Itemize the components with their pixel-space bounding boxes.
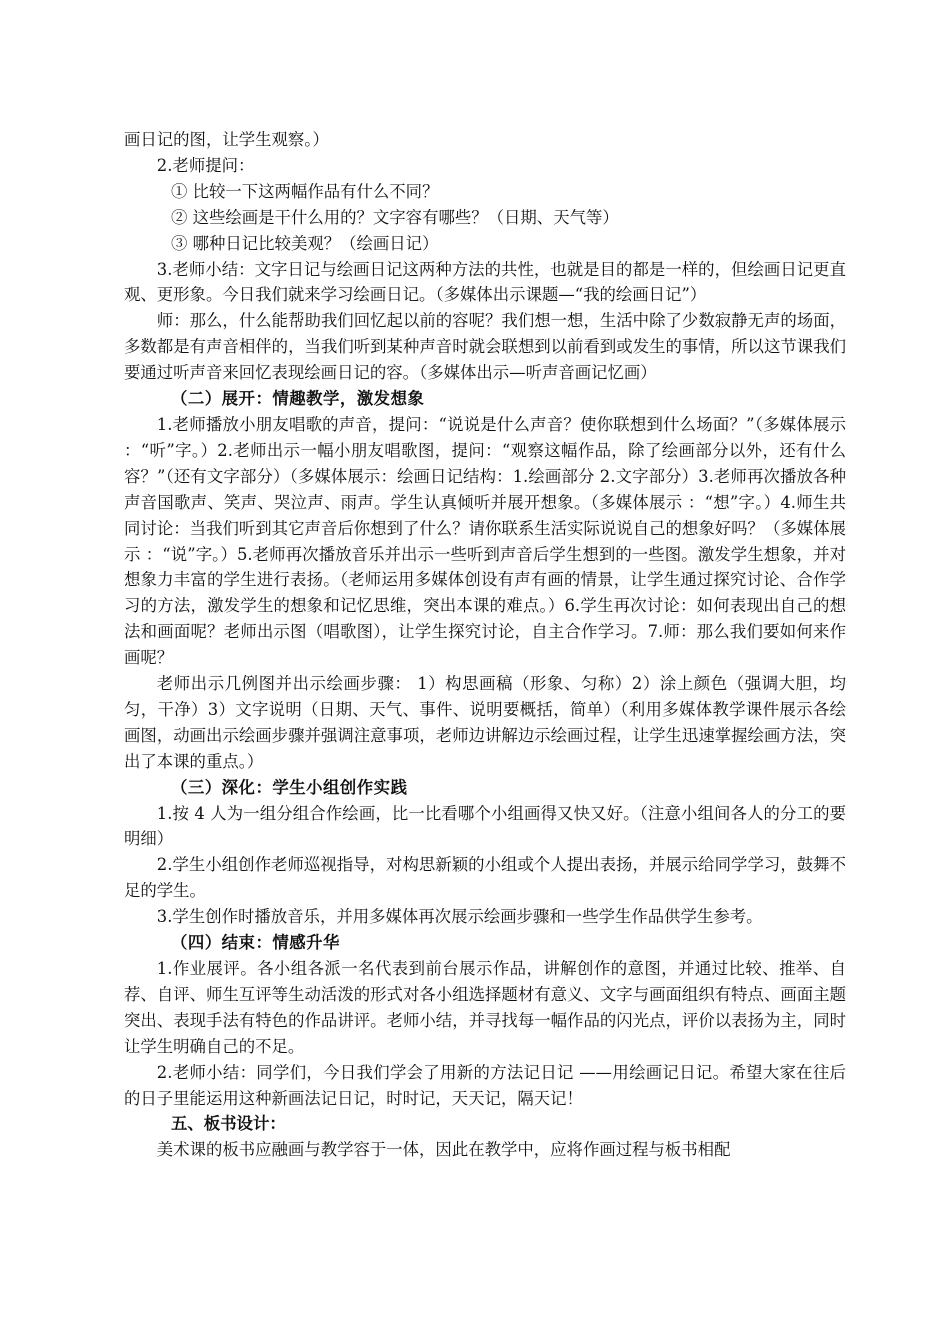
document-page bbox=[124, 127, 846, 1163]
paragraph-evaluation: 1.作业展评。各小组各派一名代表到前台展示作品，讲解创作的意图，并通过比较、推举、自荐、自评、师生互评等生动活泼的形式对各小组选择题材有意义、文字与画面组织有特点、画面主题突出、表现手法有特色的作品讲评。老师小结，并寻找每一幅作品的闪光点，评价以表扬为主，同时让学生明确自己的不足。 bbox=[124, 959, 846, 1056]
section-heading-3: （三）深化：学生小组创作实践 bbox=[171, 777, 408, 797]
section-heading-5: 五、板书设计： bbox=[171, 1114, 286, 1134]
paragraph-teacher-question: 2.老师提问： bbox=[156, 155, 255, 175]
section-heading-4: （四）结束：情感升华 bbox=[171, 933, 340, 953]
paragraph-teacher-intro: 师：那么，什么能帮助我们回忆起以前的容呢？我们想一想，生活中除了少数寂静无声的场面，多数都是有声音相伴的，当我们听到某种声音时就会联想到以前看到或发生的事情，所以这节课我们要通过听声音来回忆表现绘画日记的容。（多媒体出示—听声音画记忆画） bbox=[124, 311, 846, 383]
paragraph-music: 3.学生创作时播放音乐，并用多媒体再次展示绘画步骤和一些学生作品供学生参考。 bbox=[156, 907, 763, 927]
question-item-2: ② 这些绘画是干什么用的？文字容有哪些？（日期、天气等） bbox=[171, 207, 619, 227]
paragraph-closing: 2.老师小结：同学们，今日我们学会了用新的方法记日记 ——用绘画记日记。希望大家在往后的日子里能运用这种新画法记日记，时时记，天天记，隔天记！ bbox=[124, 1062, 846, 1108]
paragraph-continuation: 画日记的图，让学生观察。） bbox=[124, 130, 329, 149]
section-heading-2: （二）展开：情趣教学，激发想象 bbox=[171, 389, 425, 409]
paragraph-activities: 1.老师播放小朋友唱歌的声音，提问：“说说是什么声音？使你联想到什么场面？”（多媒体展示 ：“听”字。）2.老师出示一幅小朋友唱歌图，提问：“观察这幅作品，除了绘画部分以外，还有什么容？”（还有文字部分）（多媒体展示：绘画日记结构：1.绘画部分 2.文字部分）3.老师再次播放各种声音国歌声、笑声、哭泣声、雨声。学生认真倾听并展开想象。（多媒体展示 ：“想”字。）4.师生共同讨论：当我们听到其它声音后你想到了什么？请你联系生活实际说说自己的想象好吗？（多媒体展示 ：“说”字。）5.老师再次播放音乐并出示一些听到声音后学生想到的一些图。激发学生想象，并对想象力丰富的学生进行表扬。（老师运用多媒体创设有声有画的情景，让学生通过探究讨论、合作学习的方法，激发学生的想象和记忆思维，突出本课的难点。）6.学生再次讨论：如何表现出自己的想法和画面呢？老师出示图（唱歌图），让学生探究讨论，自主合作学习。7.师：那么我们要如何来作画呢？ bbox=[124, 414, 846, 668]
paragraph-board-design: 美术课的板书应融画与教学容于一体，因此在教学中，应将作画过程与板书相配 bbox=[156, 1140, 731, 1160]
paragraph-group-work: 1.按 4 人为一组分组合作绘画，比一比看哪个小组画得又快又好。（注意小组间各人的分工的要明细） bbox=[124, 803, 846, 849]
question-item-3: ③ 哪种日记比较美观？（绘画日记） bbox=[171, 233, 439, 253]
paragraph-group-guidance: 2.学生小组创作老师巡视指导，对构思新颖的小组或个人提出表扬，并展示给同学学习，鼓舞不足的学生。 bbox=[124, 855, 846, 901]
paragraph-teacher-summary: 3.老师小结：文字日记与绘画日记这两种方法的共性，也就是目的都是一样的，但绘画日记更直观、更形象。今日我们就来学习绘画日记。（多媒体出示课题—“我的绘画日记”） bbox=[124, 259, 846, 305]
question-item-1: ① 比较一下这两幅作品有什么不同？ bbox=[171, 181, 439, 201]
paragraph-drawing-steps: 老师出示几例图并出示绘画步骤： 1）构思画稿（形象、匀称）2）涂上颜色（强调大胆，均匀，干净）3）文字说明（日期、天气、事件、说明要概括，简单）（利用多媒体教学课件展示各绘画图，动画出示绘画步骤并强调注意事项，老师边讲解边示绘画过程，让学生迅速掌握绘画方法，突出了本课的重点。） bbox=[124, 674, 846, 771]
